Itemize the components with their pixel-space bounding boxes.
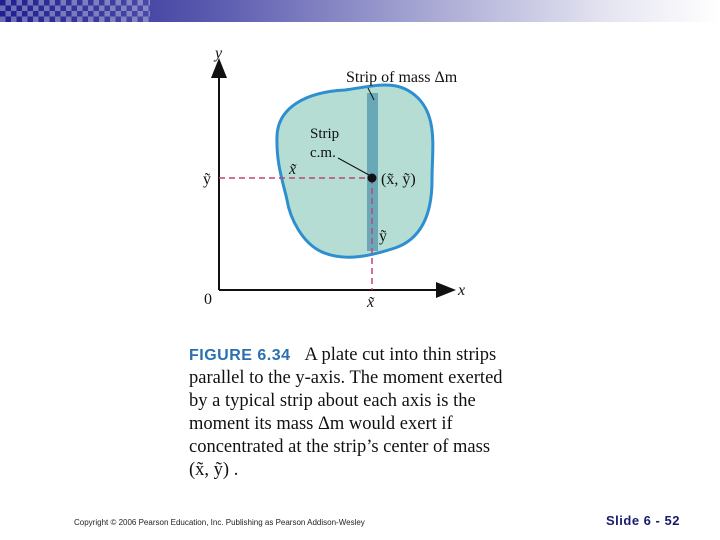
strip-label: Strip of mass Δm (346, 69, 458, 86)
y-tilde-label: ỹ (379, 228, 387, 245)
origin-label: 0 (204, 291, 212, 308)
mass-strip (367, 93, 378, 251)
x-tilde-label: x̃ (289, 161, 297, 178)
caption-line-6: (x̃, ỹ) . (189, 460, 239, 480)
x-tilde-axis-label: x̃ (367, 294, 375, 311)
figure-number-label: FIGURE 6.34 (189, 347, 291, 364)
copyright-text: Copyright © 2006 Pearson Education, Inc. Publishing as Pearson Addison-Wesley (74, 518, 365, 527)
y-tilde-axis-label: ỹ (203, 171, 211, 188)
y-axis-label: y (215, 45, 223, 62)
caption-line-3: by a typical strip about each axis is the (189, 391, 476, 411)
x-axis-label: x (458, 282, 466, 299)
cm-label-line2: c.m. (310, 145, 336, 161)
caption-line-5: concentrated at the strip’s center of mass (189, 437, 491, 457)
caption-line-4: moment its mass Δm would exert if (189, 414, 453, 434)
caption-line-1: A plate cut into thin strips (304, 345, 497, 365)
point-label: (x̃, ỹ) (381, 171, 416, 188)
figure-caption (189, 344, 539, 482)
caption-line-2: parallel to the y-axis. The moment exerted (189, 368, 503, 388)
center-of-mass-point (368, 174, 377, 183)
slide-number: Slide 6 - 52 (606, 513, 680, 528)
cm-label-line1: Strip (310, 126, 340, 142)
